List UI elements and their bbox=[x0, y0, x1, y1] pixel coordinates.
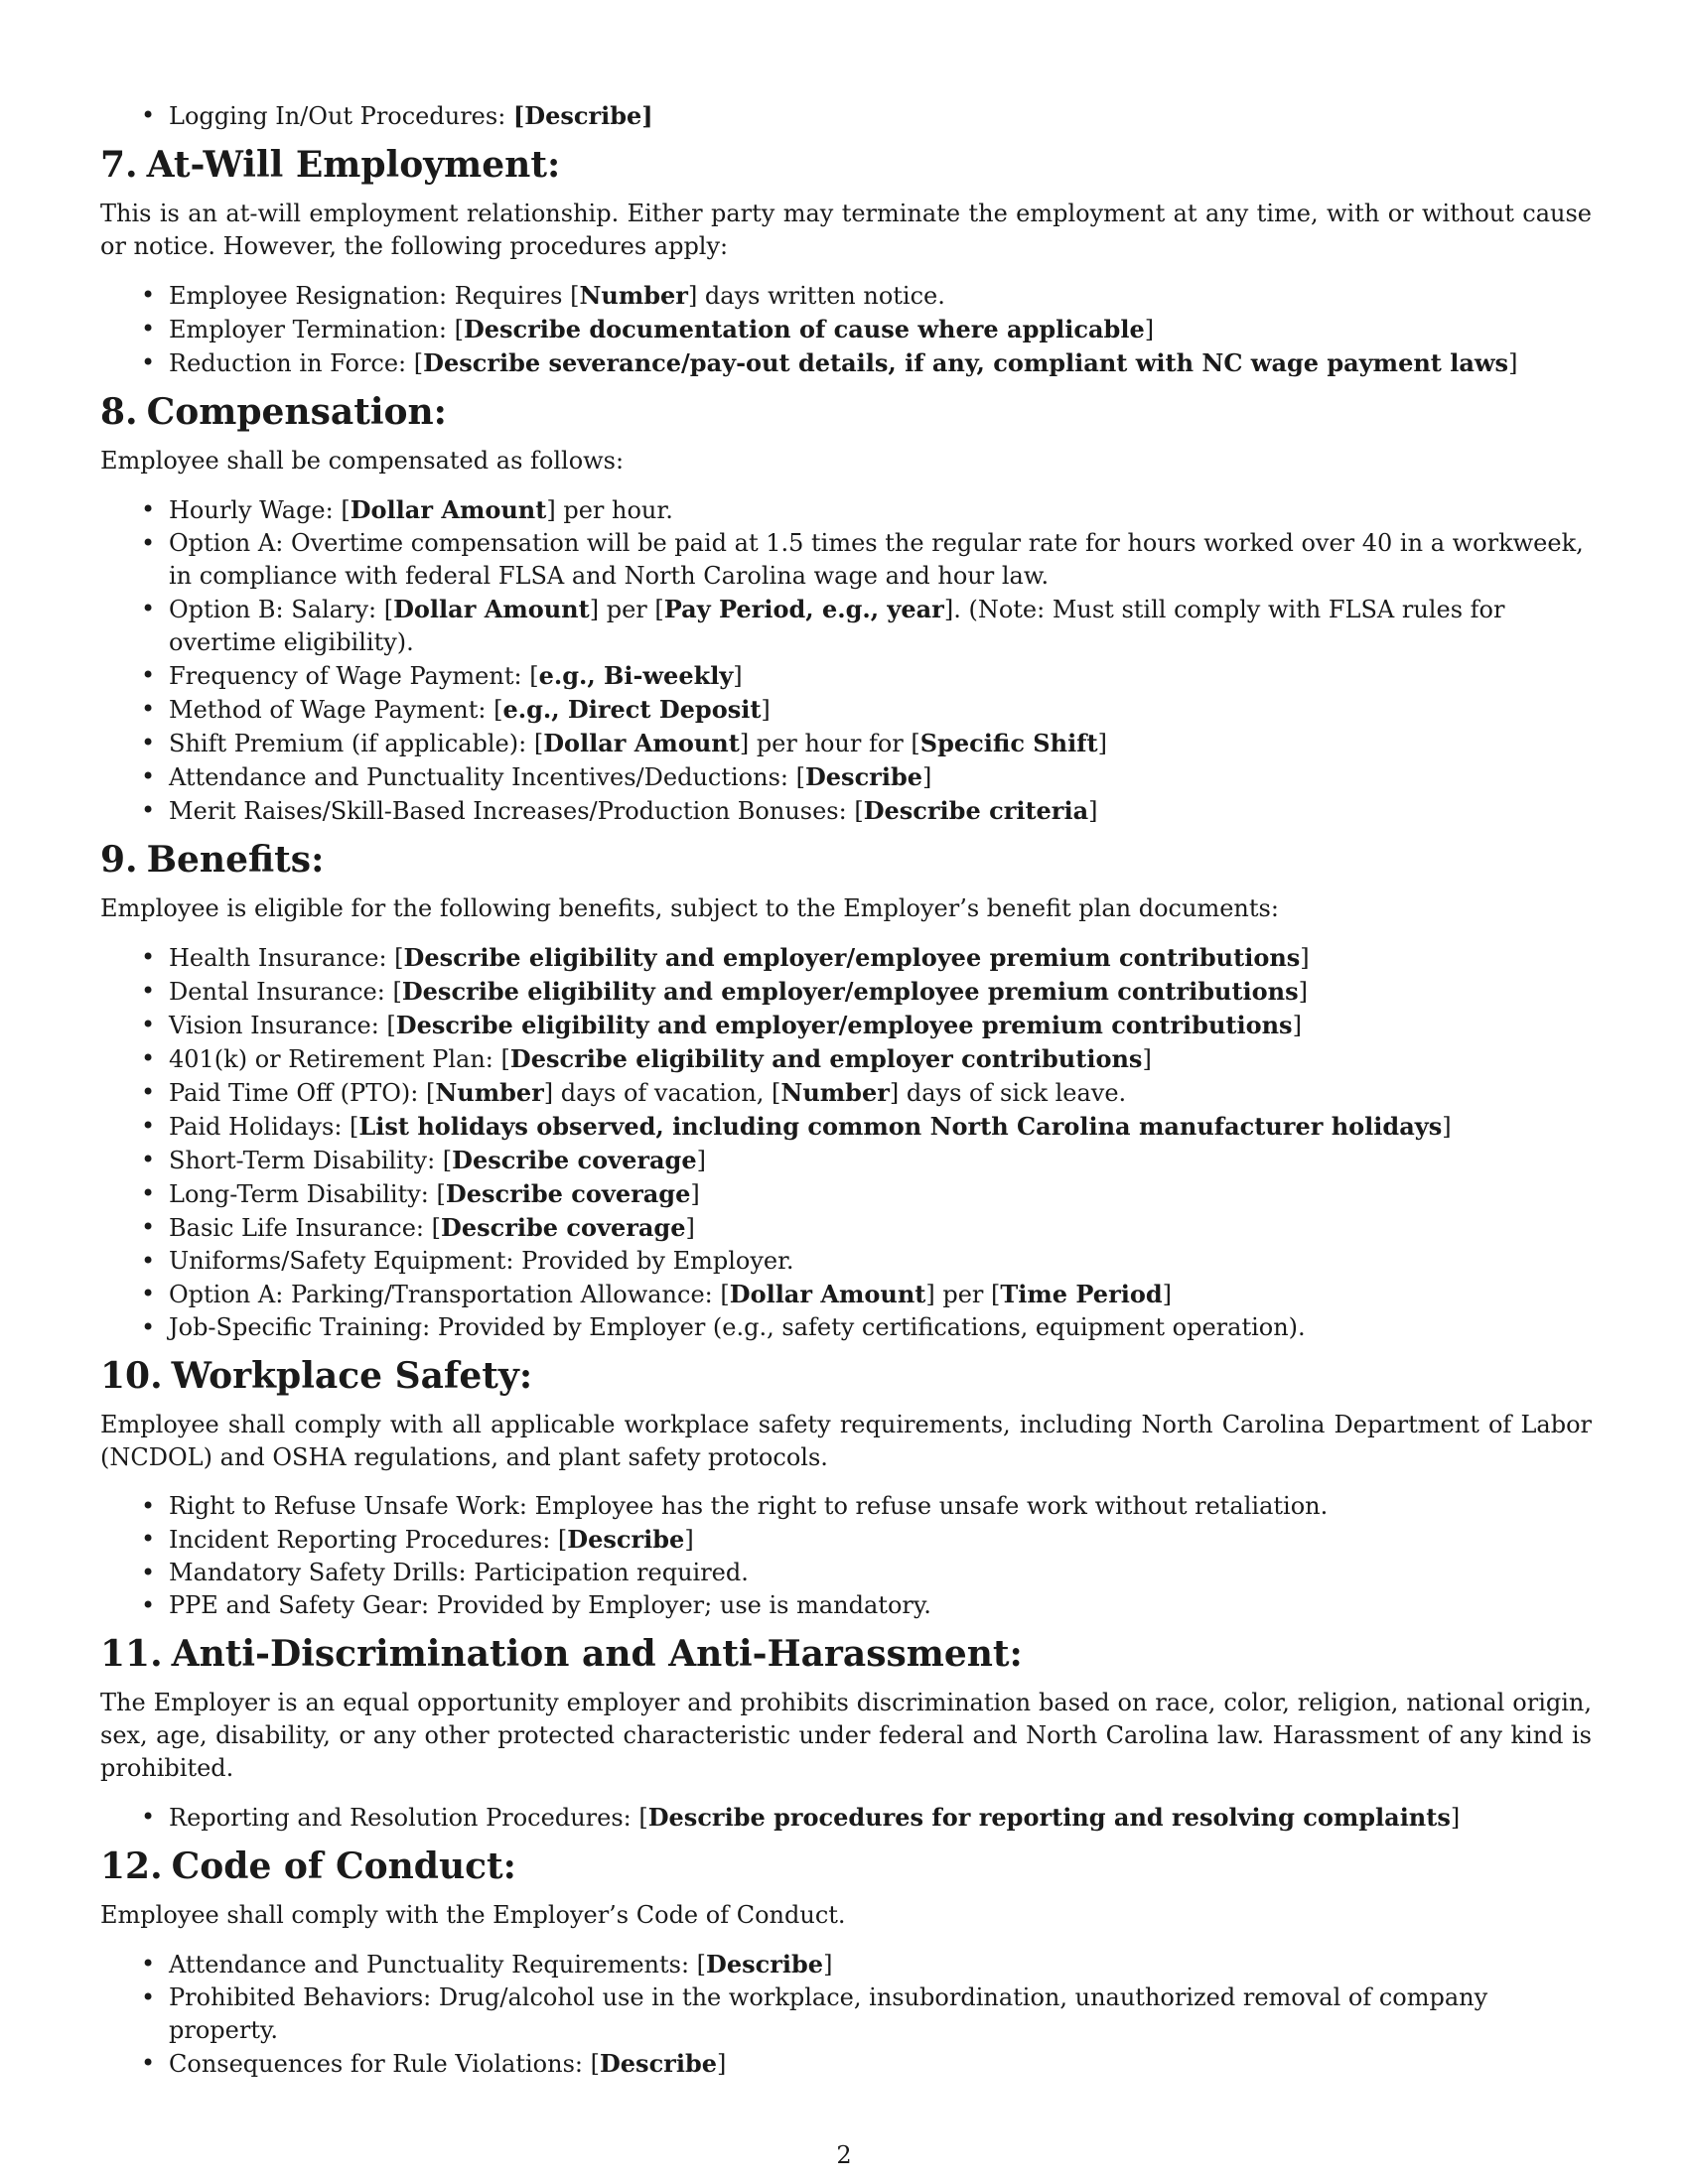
bullet-text: Mandatory Safety Drills: Participation required. bbox=[169, 1559, 749, 1586]
placeholder-text: Describe bbox=[706, 1950, 824, 1979]
bullet-list bbox=[100, 1801, 1592, 1835]
bullet-text: 401(k) or Retirement Plan: [ bbox=[169, 1045, 510, 1073]
list-item bbox=[100, 975, 1592, 1009]
bullet-text: ] bbox=[717, 2050, 727, 2078]
bullet-text: Prohibited Behaviors: Drug/alcohol use in the workplace, insubordination, unauthorized removal of company property. bbox=[169, 1983, 1488, 2044]
placeholder-text: Dollar Amount bbox=[729, 1280, 926, 1308]
placeholder-text: Describe eligibility and employer contributions bbox=[509, 1044, 1143, 1073]
bullet-text: Frequency of Wage Payment: [ bbox=[169, 662, 539, 690]
bullet-text: ] bbox=[1162, 1281, 1172, 1308]
bullet-text: Attendance and Punctuality Incentives/Deductions: [ bbox=[169, 763, 805, 791]
placeholder-text: Number bbox=[780, 1078, 890, 1107]
bullet-text: ] bbox=[761, 696, 771, 724]
list-item bbox=[100, 1523, 1592, 1557]
bullet-text: ] bbox=[1450, 1804, 1461, 1832]
bullet-text: PPE and Safety Gear: Provided by Employer; use is mandatory. bbox=[169, 1591, 931, 1619]
list-item bbox=[100, 1311, 1592, 1344]
list-item bbox=[100, 1009, 1592, 1042]
bullet-text: ] bbox=[1508, 349, 1518, 377]
section-title: Anti-Discrimination and Anti-Harassment: bbox=[171, 1633, 1023, 1675]
section-heading bbox=[100, 839, 1592, 881]
list-item bbox=[100, 1981, 1592, 2047]
intro-bullet-list bbox=[100, 99, 1592, 133]
bullet-text: Vision Insurance: [ bbox=[169, 1012, 396, 1039]
bullet-text: ] bbox=[922, 763, 932, 791]
placeholder-text: Describe criteria bbox=[863, 796, 1089, 825]
list-item bbox=[100, 1245, 1592, 1278]
bullet-text: Option B: Salary: [ bbox=[169, 596, 394, 623]
bullet-text: Employer Termination: [ bbox=[169, 316, 464, 343]
bullet-text: ] bbox=[696, 1147, 706, 1174]
bullet-text: Basic Life Insurance: [ bbox=[169, 1214, 442, 1242]
section-number: 11. bbox=[100, 1633, 163, 1675]
bullet-text: ] bbox=[1144, 316, 1155, 343]
bullet-text: ] days of sick leave. bbox=[889, 1079, 1127, 1107]
page-number: 2 bbox=[836, 2141, 852, 2169]
list-item bbox=[100, 1211, 1592, 1245]
list-item bbox=[100, 346, 1592, 380]
placeholder-text: Describe procedures for reporting and resolving complaints bbox=[647, 1803, 1451, 1832]
bullet-text: ] bbox=[1300, 944, 1310, 972]
section-number: 8. bbox=[100, 391, 138, 433]
bullet-list bbox=[100, 941, 1592, 1344]
section-title: Compensation: bbox=[146, 391, 447, 433]
bullet-text: ] per hour for [ bbox=[739, 730, 920, 757]
document-page bbox=[100, 99, 1592, 2097]
placeholder-text: Describe coverage bbox=[452, 1146, 697, 1174]
section-heading bbox=[100, 1633, 1592, 1675]
list-item bbox=[100, 1076, 1592, 1110]
bullet-list bbox=[100, 1490, 1592, 1622]
bullet-text: ] bbox=[1298, 978, 1308, 1006]
section-paragraph: This is an at-will employment relationship. Either party may terminate the employment at any time, with or without cause or notice. However, the following procedures apply: bbox=[100, 200, 1592, 260]
list-item bbox=[100, 727, 1592, 760]
section-number: 10. bbox=[100, 1355, 163, 1397]
bullet-text: ] bbox=[1088, 797, 1098, 825]
placeholder-text: Describe bbox=[567, 1525, 685, 1554]
bullet-text: Option A: Overtime compensation will be paid at 1.5 times the regular rate for hours worked over 40 in a workweek, in compliance with federal FLSA and North Carolina wage and hour law. bbox=[169, 529, 1584, 590]
bullet-text: Hourly Wage: [ bbox=[169, 496, 351, 524]
bullet-text: ] days written notice. bbox=[687, 282, 945, 310]
placeholder-text: e.g., Direct Deposit bbox=[502, 695, 762, 724]
list-item bbox=[100, 593, 1592, 659]
bullet-text: Right to Refuse Unsafe Work: Employee has the right to refuse unsafe work without retaliation. bbox=[169, 1492, 1329, 1520]
bullet-text: ] bbox=[684, 1526, 694, 1554]
list-item bbox=[100, 1557, 1592, 1589]
section-title: At-Will Employment: bbox=[146, 144, 561, 186]
section-10 bbox=[100, 1355, 1592, 1622]
bullet-text: Attendance and Punctuality Requirements: [ bbox=[169, 1951, 707, 1979]
section-paragraph: Employee is eligible for the following benefits, subject to the Employer’s benefit plan documents: bbox=[100, 894, 1279, 922]
bullet-list bbox=[100, 1948, 1592, 2081]
placeholder-text: List holidays observed, including common North Carolina manufacturer holidays bbox=[358, 1112, 1443, 1141]
bullet-text: ] per [ bbox=[925, 1281, 1001, 1308]
list-item bbox=[100, 1110, 1592, 1144]
bullet-text: Health Insurance: [ bbox=[169, 944, 404, 972]
list-item bbox=[100, 1589, 1592, 1622]
list-item bbox=[100, 693, 1592, 727]
bullet-text: ]. (Note: Must still comply with FLSA rules for overtime eligibility). bbox=[169, 596, 1505, 656]
bullet-text: Method of Wage Payment: [ bbox=[169, 696, 503, 724]
list-item bbox=[100, 1278, 1592, 1311]
placeholder-text: Pay Period, e.g., year bbox=[663, 595, 944, 623]
bullet-text: ] per hour. bbox=[546, 496, 673, 524]
bullet-text: Short-Term Disability: [ bbox=[169, 1147, 453, 1174]
list-item bbox=[100, 527, 1592, 593]
placeholder-text: Describe documentation of cause where applicable bbox=[463, 315, 1145, 343]
bullet-text: Consequences for Rule Violations: [ bbox=[169, 2050, 600, 2078]
bullet-text: Logging In/Out Procedures: bbox=[169, 102, 513, 130]
bullet-text: Dental Insurance: [ bbox=[169, 978, 402, 1006]
list-item bbox=[100, 1144, 1592, 1177]
sections-container bbox=[100, 144, 1592, 2081]
list-item bbox=[100, 279, 1592, 313]
section-paragraph: Employee shall be compensated as follows: bbox=[100, 447, 625, 475]
bullet-text: Employee Resignation: Requires [ bbox=[169, 282, 580, 310]
bullet-text: Reporting and Resolution Procedures: [ bbox=[169, 1804, 648, 1832]
bullet-text: Incident Reporting Procedures: [ bbox=[169, 1526, 568, 1554]
bullet-text: ] bbox=[733, 662, 743, 690]
placeholder-text: Describe bbox=[599, 2049, 717, 2078]
bullet-list bbox=[100, 279, 1592, 380]
list-item bbox=[100, 659, 1592, 693]
bullet-text: ] bbox=[1097, 730, 1107, 757]
section-paragraph: The Employer is an equal opportunity employer and prohibits discrimination based on race, color, religion, national origin, sex, age, disability, or any other protected characteristic under federal and North Carolina law. Harassment of any kind is prohibited. bbox=[100, 1689, 1592, 1782]
section-heading bbox=[100, 144, 1592, 186]
bullet-text: Shift Premium (if applicable): [ bbox=[169, 730, 544, 757]
placeholder-text: Number bbox=[435, 1078, 544, 1107]
section-number: 12. bbox=[100, 1845, 163, 1887]
list-item bbox=[100, 313, 1592, 346]
list-item bbox=[100, 1801, 1592, 1835]
placeholder-text: e.g., Bi-weekly bbox=[538, 661, 734, 690]
placeholder-text: Dollar Amount bbox=[350, 495, 547, 524]
placeholder-text: Dollar Amount bbox=[543, 729, 740, 757]
section-number: 9. bbox=[100, 839, 138, 881]
section-paragraph: Employee shall comply with the Employer’s Code of Conduct. bbox=[100, 1901, 846, 1929]
placeholder-text: Dollar Amount bbox=[393, 595, 590, 623]
bullet-text: Long-Term Disability: [ bbox=[169, 1180, 446, 1208]
placeholder-text: Describe coverage bbox=[441, 1213, 686, 1242]
placeholder-text: Describe eligibility and employer/employee premium contributions bbox=[403, 943, 1301, 972]
placeholder-text: Specific Shift bbox=[919, 729, 1098, 757]
section-heading bbox=[100, 1845, 1592, 1887]
placeholder-text: Describe coverage bbox=[445, 1179, 691, 1208]
section-9 bbox=[100, 839, 1592, 1344]
placeholder-text: Describe eligibility and employer/employee premium contributions bbox=[401, 977, 1299, 1006]
bullet-text: ] per [ bbox=[589, 596, 664, 623]
bullet-text: ] bbox=[1442, 1113, 1452, 1141]
section-7 bbox=[100, 144, 1592, 380]
list-item bbox=[100, 1177, 1592, 1211]
placeholder-text: Describe severance/pay-out details, if any, compliant with NC wage payment laws bbox=[423, 348, 1509, 377]
list-item bbox=[100, 99, 1592, 133]
bullet-text: ] bbox=[1292, 1012, 1302, 1039]
list-item bbox=[100, 760, 1592, 794]
bullet-text: Paid Holidays: [ bbox=[169, 1113, 359, 1141]
placeholder-text: Time Period bbox=[1000, 1280, 1163, 1308]
section-11 bbox=[100, 1633, 1592, 1835]
section-title: Benefits: bbox=[146, 839, 325, 881]
list-item bbox=[100, 1042, 1592, 1076]
list-item bbox=[100, 1948, 1592, 1981]
bullet-text: ] bbox=[690, 1180, 700, 1208]
bullet-text: ] bbox=[1142, 1045, 1152, 1073]
placeholder-text: Describe eligibility and employer/employee premium contributions bbox=[395, 1011, 1293, 1039]
bullet-text: Paid Time Off (PTO): [ bbox=[169, 1079, 436, 1107]
bullet-text: ] bbox=[685, 1214, 695, 1242]
list-item bbox=[100, 493, 1592, 527]
section-heading bbox=[100, 391, 1592, 433]
bullet-text: Option A: Parking/Transportation Allowance: [ bbox=[169, 1281, 730, 1308]
section-title: Workplace Safety: bbox=[171, 1355, 533, 1397]
list-item bbox=[100, 1490, 1592, 1523]
section-number: 7. bbox=[100, 144, 138, 186]
placeholder-text: [Describe] bbox=[512, 101, 653, 130]
section-title: Code of Conduct: bbox=[171, 1845, 516, 1887]
bullet-list bbox=[100, 493, 1592, 828]
list-item bbox=[100, 2047, 1592, 2081]
list-item bbox=[100, 941, 1592, 975]
section-paragraph: Employee shall comply with all applicable workplace safety requirements, including North Carolina Department of Labor (NCDOL) and OSHA regulations, and plant safety protocols. bbox=[100, 1411, 1592, 1471]
bullet-text: ] days of vacation, [ bbox=[543, 1079, 781, 1107]
placeholder-text: Describe bbox=[804, 762, 922, 791]
section-12 bbox=[100, 1845, 1592, 2081]
bullet-text: Job-Specific Training: Provided by Employer (e.g., safety certifications, equipment operation). bbox=[169, 1313, 1306, 1341]
section-8 bbox=[100, 391, 1592, 828]
section-heading bbox=[100, 1355, 1592, 1397]
bullet-text: ] bbox=[823, 1951, 833, 1979]
bullet-text: Merit Raises/Skill-Based Increases/Production Bonuses: [ bbox=[169, 797, 864, 825]
bullet-text: Uniforms/Safety Equipment: Provided by Employer. bbox=[169, 1247, 794, 1275]
list-item bbox=[100, 794, 1592, 828]
bullet-text: Reduction in Force: [ bbox=[169, 349, 424, 377]
placeholder-text: Number bbox=[579, 281, 688, 310]
